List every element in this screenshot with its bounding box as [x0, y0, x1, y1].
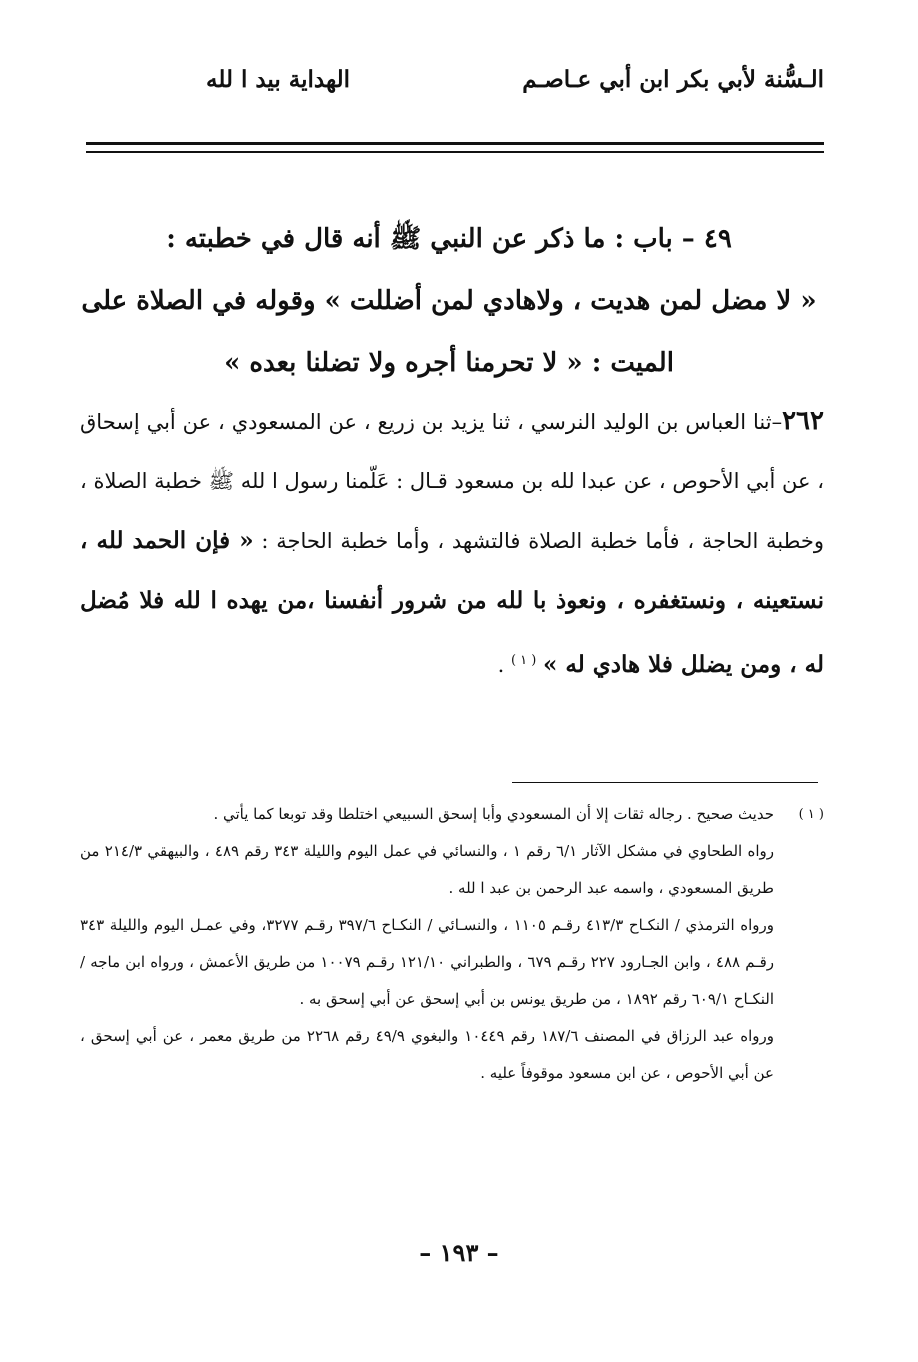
footnote-paragraph: ورواه عبد الرزاق في المصنف ١٨٧/٦ رقم ١٠٤٤٩ والبغوي ٤٩/٩ رقم ٢٢٦٨ من طريق معمر ، عن أبي إسحق ، عن أبي الأحوص ، عن ابن مسعود موقوفاً عليه .: [80, 1027, 775, 1082]
footnote-separator: [512, 782, 818, 783]
footnote-1: [80, 796, 824, 1092]
hadith-end-mark: .: [497, 653, 505, 677]
footnote-mark: ( ١ ): [798, 807, 824, 822]
running-header-book-title: الـسُّنة لأبي بكر ابن أبي عـاصـم: [522, 66, 824, 93]
hadith-text: [80, 392, 824, 695]
chapter-heading: [72, 208, 826, 394]
footnote-paragraph: حديث صحيح . رجاله ثقات إلا أن المسعودي وأبا إسحق السبيعي اختلطا وقد توبعا كما يأتي .: [213, 805, 774, 823]
hadith-number: ٢٦٢: [782, 406, 824, 436]
hadith-matn-text: « فإن الحمد لله ، نستعينه ، ونستغفره ، ونعوذ با لله من شرور أنفسنا ،من يهده ا لله فلا مُضل له ، ومن يضلل فلا هادي له »: [80, 527, 824, 678]
footnote-paragraph: رواه الطحاوي في مشكل الآثار ٦/١ رقم ١ ، والنسائي في عمل اليوم والليلة ٣٤٣ رقم ٤٨٩ ، والبيهقي ٢١٤/٣ من طريق المسعودي ، واسمه عبد الرحمن بن عبد ا لله .: [80, 842, 775, 897]
footnote-body: [80, 796, 774, 1092]
chapter-heading-line-1: ٤٩ – باب : ما ذكر عن النبي ﷺ أنه قال في خطبته :: [166, 224, 732, 254]
page-number: – ١٩٣ –: [419, 1238, 499, 1267]
header-rule-thin: [86, 151, 824, 153]
chapter-heading-line-2: « لا مضل لمن هديت ، ولاهادي لمن أضللت » وقوله في الصلاة على: [81, 286, 817, 316]
footnote-paragraph: ورواه الترمذي / النكـاح ٤١٣/٣ رقـم ١١٠٥ ، والنسـائي / النكـاح ٣٩٧/٦ رقـم ٣٢٧٧، وفي عمـل اليوم والليلة ٣٤٣ رقـم ٤٨٨ ، وابن الجـارود ٢٢٧ رقـم ٦٧٩ ، والطبراني ١٢١/١٠ رقـم ١٠٠٧٩ من طريق الأعمش ، ورواه ابن ماجه / النكـاح ٦٠٩/١ رقم ١٨٩٢ ، من طريق يونس بن أبي إسحق عن أبي إسحق به .: [80, 916, 775, 1008]
footnote-reference: ( ١ ): [510, 653, 537, 668]
running-header-section-title: الهداية بيد ا لله: [206, 66, 350, 93]
footnotes: [80, 796, 824, 1092]
chapter-heading-line-3: الميت : « لا تحرمنا أجره ولا تضلنا بعده »: [224, 348, 674, 378]
hadith-isnad-text: –ثنا العباس بن الوليد النرسي ، ثنا يزيد بن زريع ، عن المسعودي ، عن أبي إسحاق ، عن أبي الأحوص ، عن عبدا لله بن مسعود قـال : عَلّمنا رسول ا لله ﷺ خطبة الصلاة ، وخطبة الحاجة ، فأما خطبة الصلاة فالتشهد ، وأما خطبة الحاجة :: [80, 410, 824, 553]
header-rule-thick: [86, 142, 824, 145]
hadith-paragraph: [80, 392, 824, 695]
